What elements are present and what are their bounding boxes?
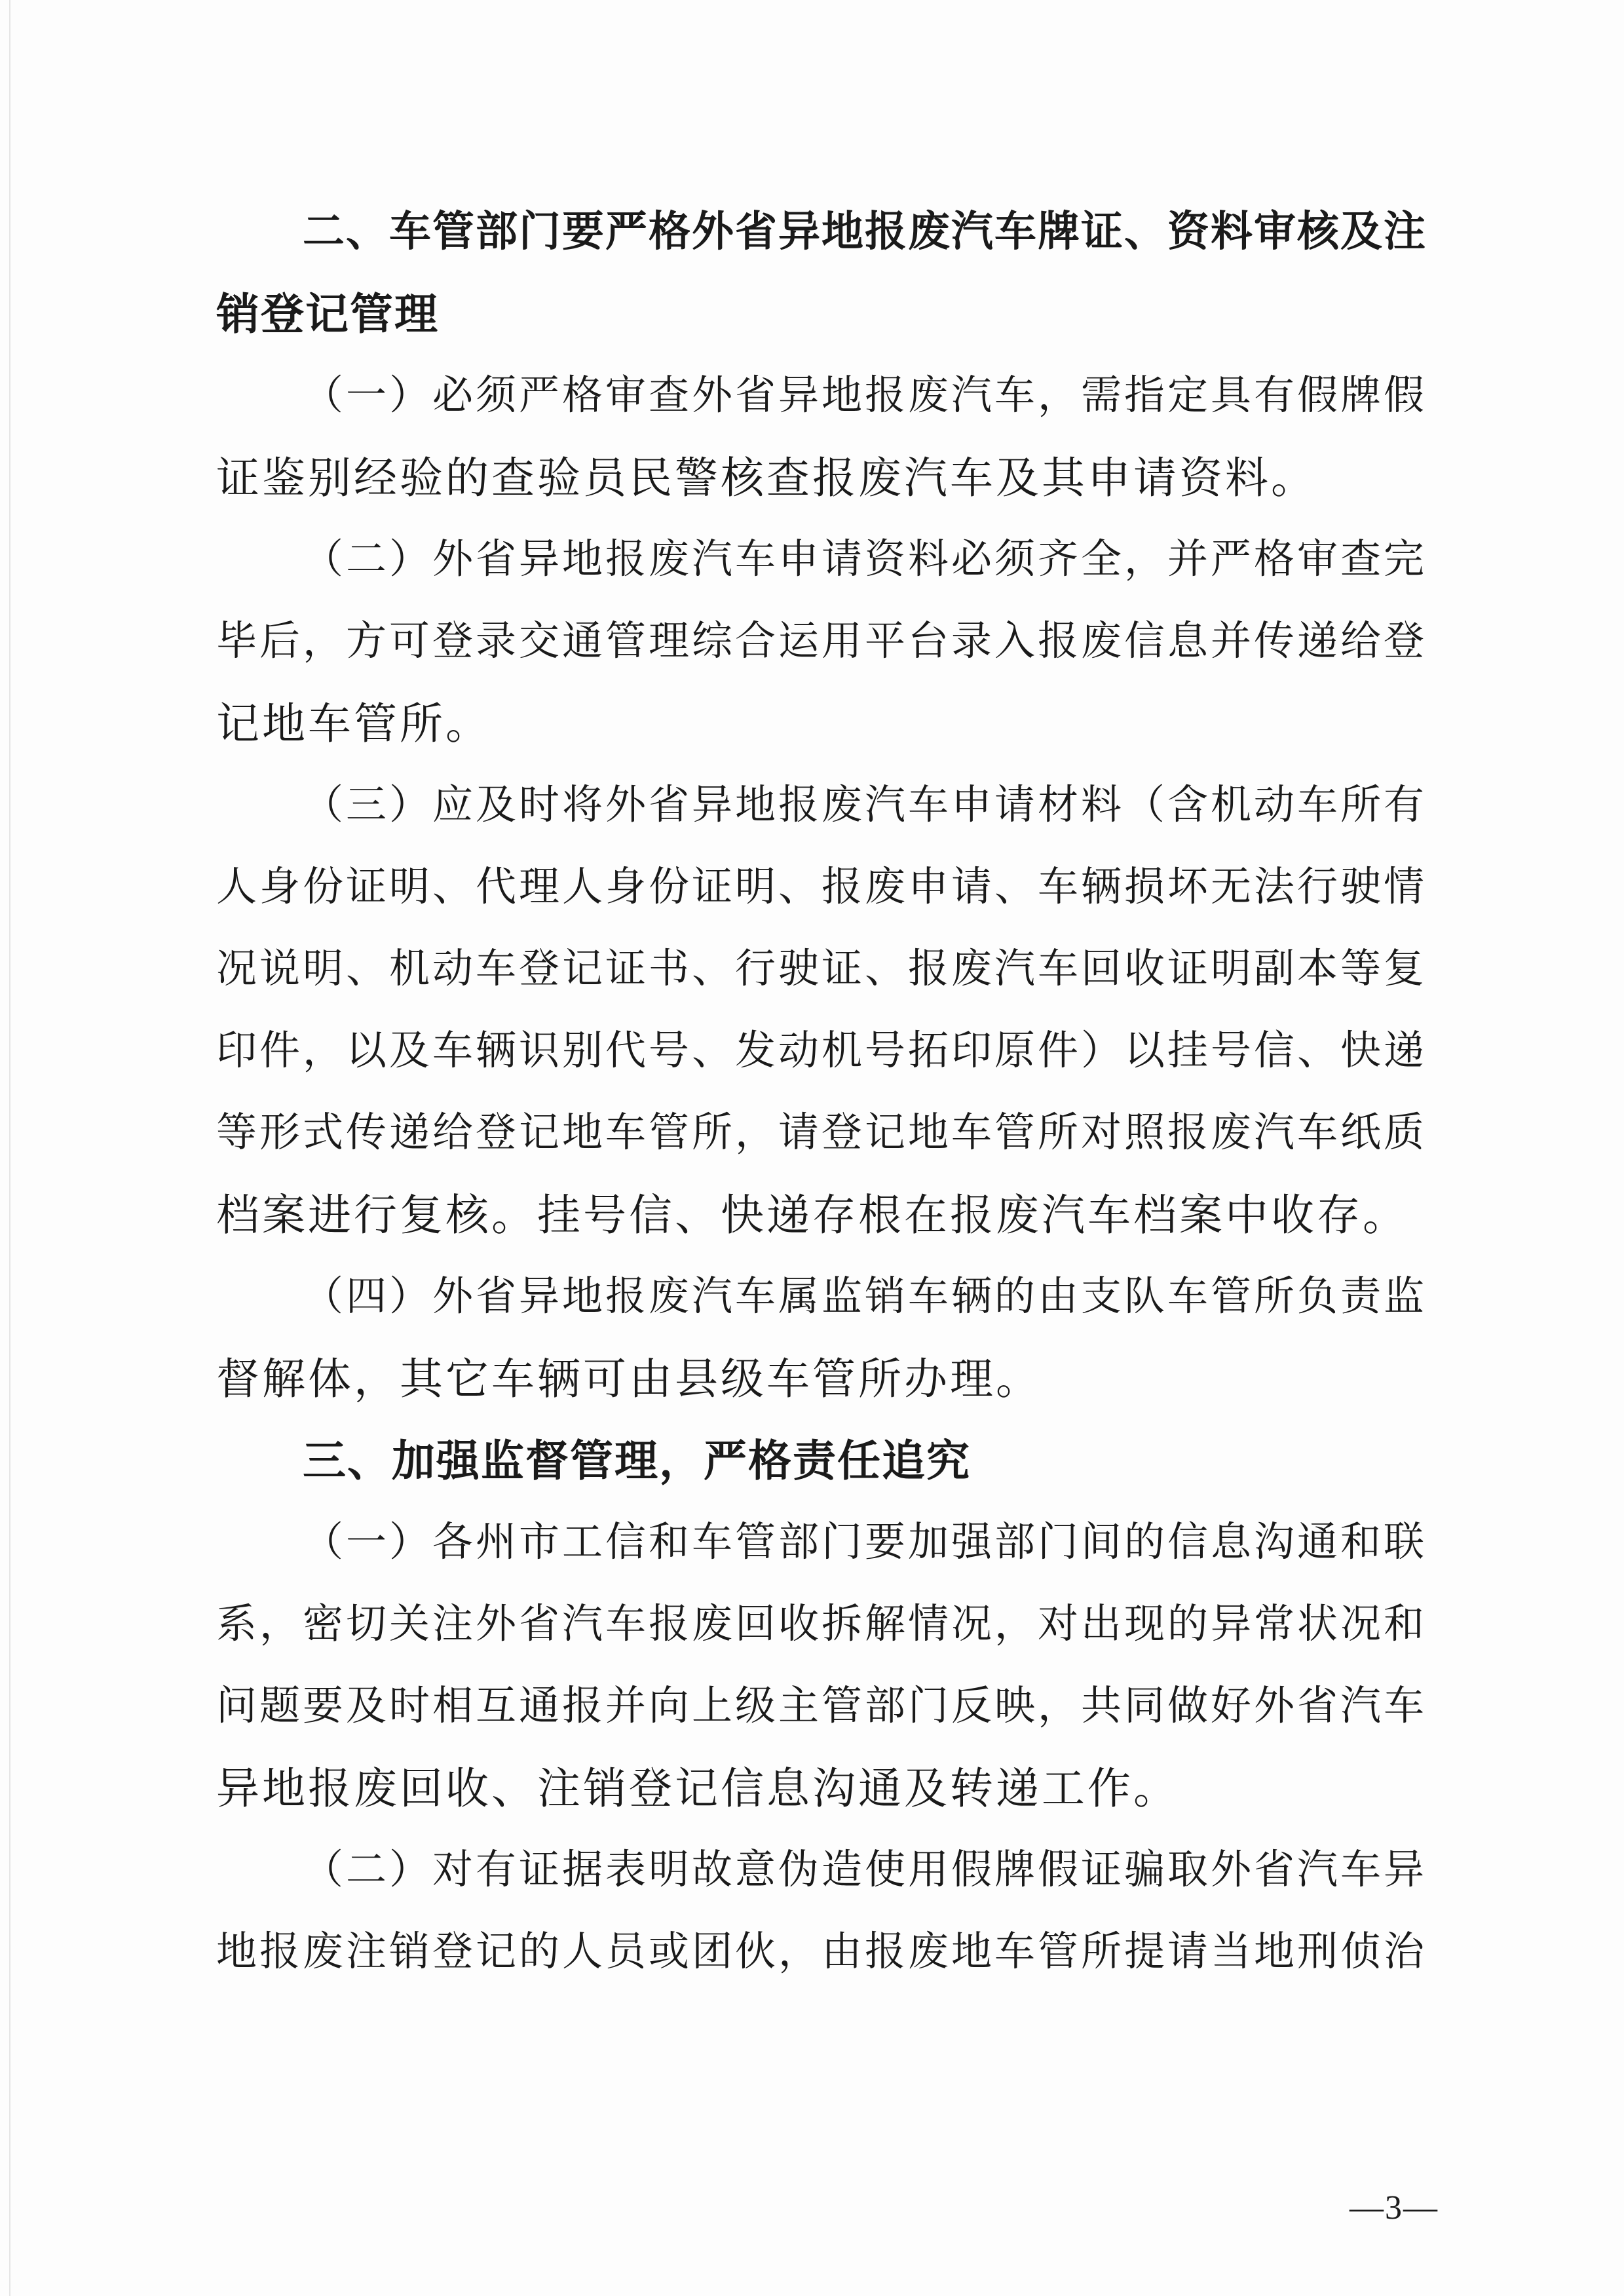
section-heading-2-cont: 销登记管理 <box>216 289 439 339</box>
paragraph-line: （四）外省异地报废汽车属监销车辆的由支队车管所负责监 <box>303 1272 1427 1320</box>
paragraph-line: 督解体，其它车辆可由县级车管所办理。 <box>216 1354 1042 1404</box>
paragraph-line: 记地车管所。 <box>216 698 491 749</box>
paragraph-line: 异地报废回收、注销登记信息沟通及转递工作。 <box>216 1763 1179 1814</box>
paragraph-line: 档案进行复核。挂号信、快递存根在报废汽车档案中收存。 <box>216 1190 1408 1240</box>
paragraph-line: 问题要及时相互通报并向上级主管部门反映，共同做好外省汽车 <box>216 1681 1427 1729</box>
section-heading-2: 二、车管部门要严格外省异地报废汽车牌证、资料审核及注 <box>303 208 1427 256</box>
paragraph-line: （二）对有证据表明故意伪造使用假牌假证骗取外省汽车异 <box>303 1845 1427 1893</box>
scan-edge-mark <box>9 0 10 2296</box>
paragraph-line: （一）必须严格审查外省异地报废汽车，需指定具有假牌假 <box>303 371 1427 419</box>
paragraph-line: 况说明、机动车登记证书、行驶证、报废汽车回收证明副本等复 <box>216 944 1427 992</box>
paragraph-line: （三）应及时将外省异地报废汽车申请材料（含机动车所有 <box>303 780 1427 828</box>
page-number: —3— <box>1350 2189 1439 2227</box>
paragraph-line: 系，密切关注外省汽车报废回收拆解情况，对出现的异常状况和 <box>216 1599 1427 1647</box>
paragraph-line: 地报废注销登记的人员或团伙，由报废地车管所提请当地刑侦治 <box>216 1927 1427 1975</box>
paragraph-line: 印件，以及车辆识别代号、发动机号拓印原件）以挂号信、快递 <box>216 1026 1427 1074</box>
paragraph-line: 证鉴别经验的查验员民警核查报废汽车及其申请资料。 <box>216 453 1317 503</box>
section-heading-3: 三、加强监督管理，严格责任追究 <box>303 1436 971 1486</box>
paragraph-line: （二）外省异地报废汽车申请资料必须齐全，并严格审查完 <box>303 535 1427 583</box>
paragraph-line: 毕后，方可登录交通管理综合运用平台录入报废信息并传递给登 <box>216 617 1427 664</box>
paragraph-line: 人身份证明、代理人身份证明、报废申请、车辆损坏无法行驶情 <box>216 862 1427 910</box>
paragraph-line: 等形式传递给登记地车管所，请登记地车管所对照报废汽车纸质 <box>216 1108 1427 1156</box>
paragraph-line: （一）各州市工信和车管部门要加强部门间的信息沟通和联 <box>303 1518 1427 1565</box>
